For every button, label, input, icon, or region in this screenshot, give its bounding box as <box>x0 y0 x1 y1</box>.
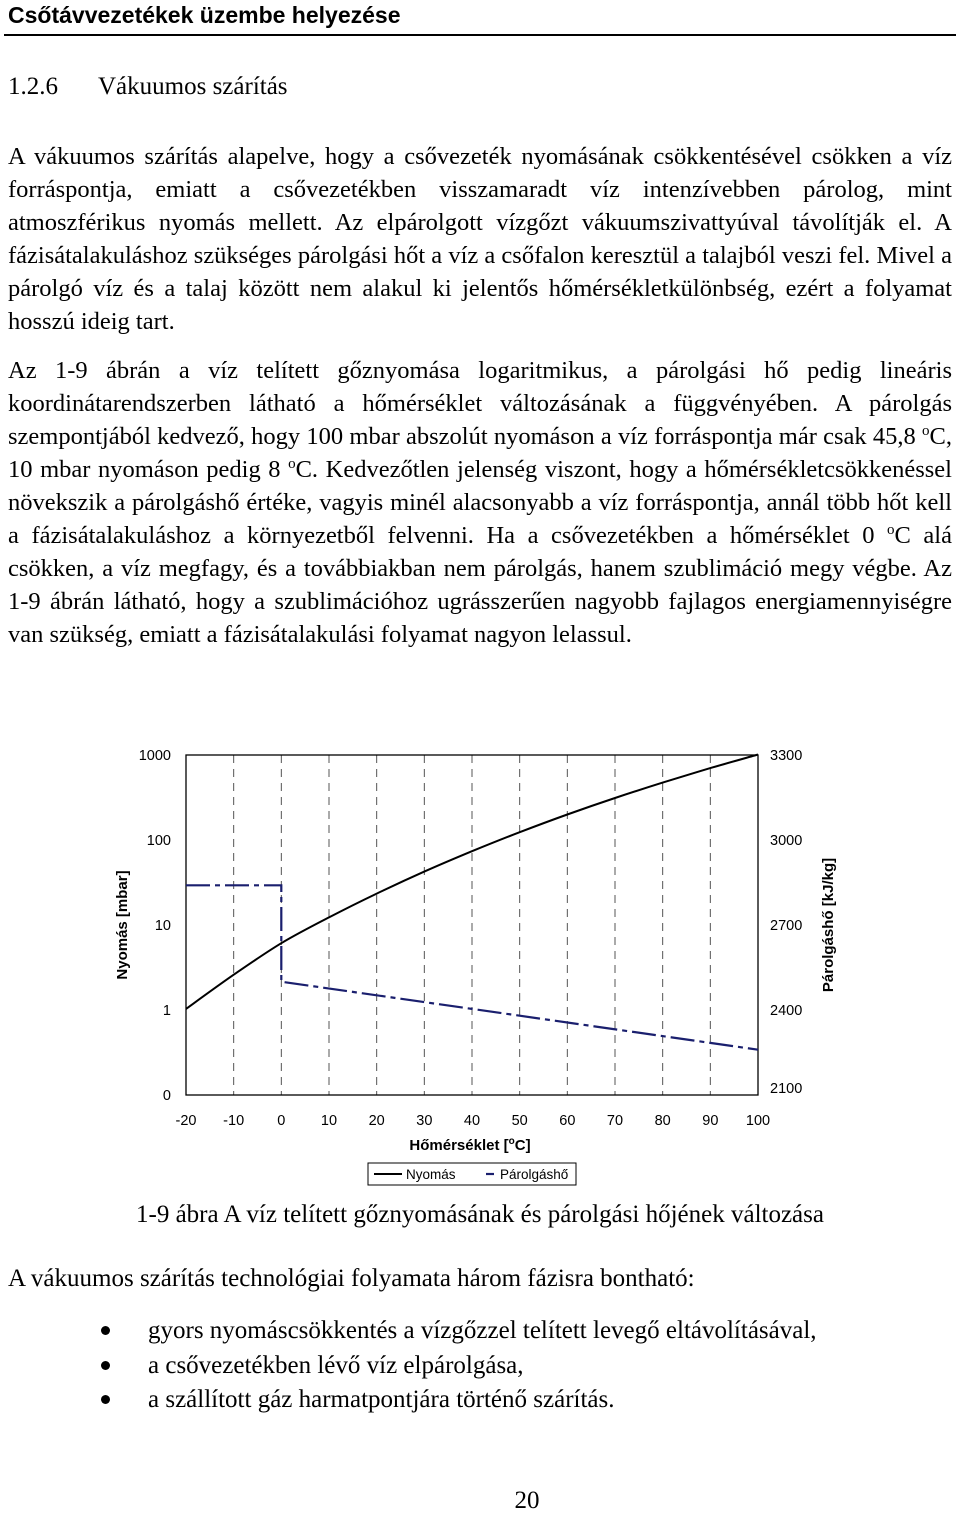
x-tick-label: -10 <box>223 1113 245 1129</box>
x-axis-title-unit: C] <box>514 1137 531 1154</box>
degree-sup-1: o <box>922 422 930 439</box>
x-tick-labels <box>176 1113 771 1129</box>
y-axis-left-title: Nyomás [mbar] <box>114 870 131 980</box>
bullet-icon <box>101 1326 110 1335</box>
y-left-tick-label: 0 <box>162 1088 171 1104</box>
x-tick-label: 70 <box>606 1113 624 1129</box>
x-tick-label: 0 <box>277 1113 286 1129</box>
paragraph-1: A vákuumos szárítás alapelve, hogy a csővezeték nyomásának csökkentésével csökken a víz forráspontja, emiatt a csővezetékben visszamaradt víz intenzívebben párolog, mint atmoszférikus nyomás mellett. Az elpárolgott vízgőzt vákuumszivattyúval távolítják el. A fázisátalakuláshoz szükséges párolgási hőt a víz a csőfalon keresztül a talajból veszi fel. Mivel a párolgó víz és a talaj között nem alakul ki jelentős hőmérsékletkülönbség, ezért a folyamat hosszú ideig tart. <box>8 143 952 335</box>
x-axis-title-degree: o <box>508 1136 515 1147</box>
x-tick-label: 50 <box>511 1113 528 1129</box>
x-axis-title-main: Hőmérséklet [ <box>409 1137 509 1154</box>
page-number: 20 <box>514 1487 540 1514</box>
figure-chart <box>100 740 860 1190</box>
y-right-tick-label: 2700 <box>770 918 803 934</box>
list-item-text: gyors nyomáscsökkentés a vízgőzzel telített levegő eltávolításával, <box>148 1317 817 1344</box>
y-right-tick-label: 3300 <box>770 748 803 764</box>
section-heading <box>8 70 288 104</box>
list-intro: A vákuumos szárítás technológiai folyamata három fázisra bontható: <box>8 1265 695 1292</box>
bullet-icon <box>101 1361 110 1370</box>
y-left-tick-label: 100 <box>146 833 171 849</box>
bullet-list <box>0 1314 817 1418</box>
y-right-tick-label: 2400 <box>770 1003 803 1019</box>
y-right-tick-label: 3000 <box>770 833 803 849</box>
x-tick-label: 30 <box>416 1113 433 1129</box>
list-item <box>0 1314 817 1349</box>
legend-label-parolgasho: Párolgáshő <box>500 1167 569 1182</box>
y-axis-right-title: Párolgáshő [kJ/kg] <box>820 857 837 993</box>
x-tick-label: 90 <box>702 1113 719 1129</box>
chart-grid <box>234 755 711 1095</box>
x-tick-label: 60 <box>559 1113 576 1129</box>
chart-legend <box>368 1163 576 1185</box>
list-item <box>0 1349 817 1384</box>
y-right-tick-label: 2100 <box>770 1081 803 1097</box>
y-left-tick-label: 10 <box>154 918 171 934</box>
paragraph-2-part-b: C, 10 mbar nyomáson pedig 8 <box>8 423 952 483</box>
x-axis-title <box>409 1136 530 1154</box>
paragraph-2-part-a: Az 1-9 ábrán a víz telített gőznyomása logaritmikus, a párolgási hő pedig lineáris koordinátarendszerben látható a hőmérséklet változásának a függvényében. A párolgás szempontjából kedvező, hogy 100 mbar abszolút nyomáson a víz forráspontja már csak 45,8 <box>8 357 952 450</box>
x-tick-label: 100 <box>745 1113 771 1129</box>
x-tick-label: 80 <box>654 1113 671 1129</box>
degree-sup-3: o <box>887 521 895 538</box>
y-left-tick-label: 1 <box>162 1003 171 1019</box>
x-tick-label: 40 <box>463 1113 481 1129</box>
x-tick-label: 10 <box>320 1113 338 1129</box>
degree-sup-2: o <box>288 455 296 472</box>
section-number: 1.2.6 <box>8 73 58 100</box>
list-item-text: a szállított gáz harmatpontjára történő szárítás. <box>148 1386 615 1413</box>
legend-label-nyomas: Nyomás <box>406 1167 456 1182</box>
figure-caption: 1-9 ábra A víz telített gőznyomásának és párolgási hőjének változása <box>136 1201 824 1228</box>
y-left-tick-labels <box>139 748 171 1104</box>
running-header: Csőtávvezetékek üzembe helyezése <box>8 2 401 28</box>
header-rule <box>4 34 956 36</box>
y-left-tick-label: 1000 <box>138 748 171 764</box>
paragraph-2-part-c: C. Kedvezőtlen jelenség viszont, hogy a hőmérsékletcsökkenéssel növekszik a párolgáshő értéke, vagyis minél alacsonyabb a víz forráspontja, annál több hőt kell a fázisátalakuláshoz a környezetből felvenni. Ha a csővezetékben a hőmérséklet 0 <box>8 456 952 549</box>
x-tick-label: -20 <box>175 1113 197 1129</box>
x-tick-label: 20 <box>368 1113 385 1129</box>
y-right-tick-labels <box>770 748 802 1097</box>
section-title: Vákuumos szárítás <box>98 73 288 100</box>
paragraph-2-part-d: C alá csökken, a víz megfagy, és a továbbiakban nem párolgás, hanem szublimáció megy végbe. Az 1-9 ábrán látható, hogy a szublimációhoz ugrásszerűen nagyobb fajlagos energiamennyiségre van szükség, emiatt a fázisátalakulási folyamat nagyon lelassul. <box>8 522 952 648</box>
list-item <box>0 1383 817 1418</box>
list-item-text: a csővezetékben lévő víz elpárolgása, <box>148 1351 524 1379</box>
paragraph-2 <box>8 354 952 651</box>
bullet-icon <box>101 1395 110 1404</box>
